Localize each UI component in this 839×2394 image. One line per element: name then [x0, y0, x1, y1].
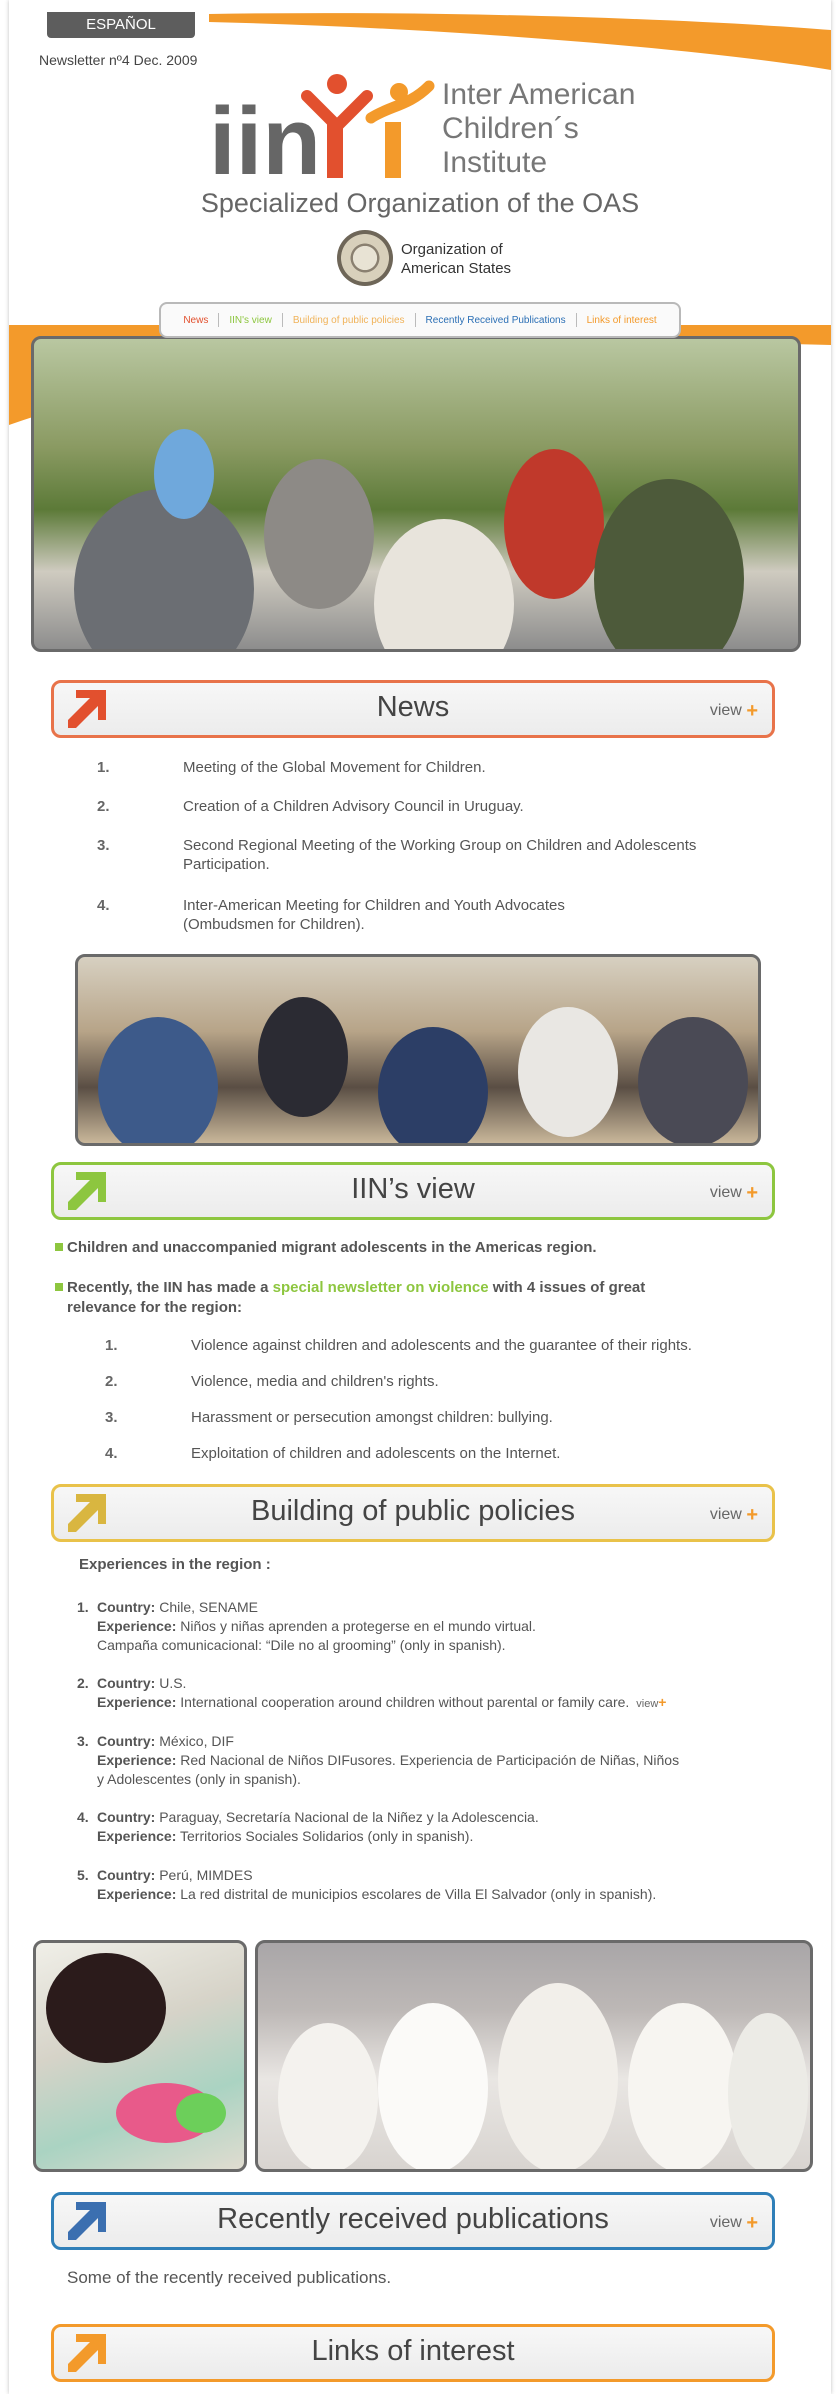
publications-title: Recently received publications	[217, 2203, 609, 2235]
links-section-header	[51, 2324, 775, 2382]
experience-link[interactable]: International cooperation around children without parental or family care.	[176, 1694, 630, 1710]
news-item-link[interactable]: Meeting of the Global Movement for Children.	[183, 759, 486, 776]
oas-name: Organization of American States	[401, 241, 512, 277]
tagline: Specialized Organization of the OAS	[200, 188, 640, 218]
inline-view-link[interactable]: view+	[636, 1694, 667, 1710]
publications-text: Some of the recently received publications.	[67, 2268, 392, 2287]
experience-link[interactable]: La red distrital de municipios escolares de Villa El Salvador (only in spanish).	[176, 1886, 657, 1902]
logo-letters: iin	[209, 88, 321, 186]
violence-issue-link[interactable]: Harassment or persecution amongst children: bullying.	[191, 1409, 553, 1426]
experience-link[interactable]: Niños y niñas aprenden a protegerse en el mundo virtual.	[176, 1618, 536, 1634]
bullet-square-icon	[55, 1283, 63, 1291]
institute-name: Inter American Children´s Institute	[442, 78, 636, 179]
publications-section-header	[51, 2192, 775, 2250]
experience-link[interactable]: Red Nacional de Niños DIFusores. Experiencia de Participación de Niñas, Niños	[176, 1752, 680, 1768]
nav-iins-view[interactable]: IIN's view	[229, 314, 272, 326]
publications-view-link[interactable]: view +	[709, 2212, 758, 2234]
news-item-link[interactable]: Creation of a Children Advisory Council in Uruguay.	[183, 798, 524, 815]
oas-seal-icon	[337, 230, 393, 286]
experiences-heading: Experiences in the region :	[79, 1556, 271, 1573]
public-policies-view-link[interactable]: view +	[709, 1504, 758, 1526]
newsletter-page: ESPAÑOL Newsletter nº4 Dec. 2009 iin Inter American Children´s Institute Specialized Organization of the OAS Organization of American States News IIN's view Building of public policies Recently Received Publications Links of interest News view + 1. Meeting of the Global Movement for Children. 2. Creation of a Children Advisory Council in Uruguay. 3. Second Regional Meeting of the Working Group on Children and Adolescents Participation. 4. Inter-American Meeting for Children and Youth Advocates (Ombudsmen for Children). IIN’s view view + Children and unaccompanied migrant adolescents in the Americas region. Recently, the IIN has made a special newsletter on violence with 4 issues of great relevance for the region: 1. Violence against children and adolescents and the guarantee of their rights. 2. Violence, media and children's rights. 3. Harassment or persecution amongst children: bullying. 4. Exploitation of children and adolescents on the Internet. Building of public policies view + Experiences in the region : 1. Country: Chile, SENAME Experience: Niños y niñas aprenden a protegerse en el mundo virtual. Campaña comunicacional: “Dile no al grooming” (only in spanish). 2. Country: U.S. Experience: International cooperation around children without parental or family care. view+ 3. Country: México, DIF Experience: Red Nacional de Niños DIFusores. Experiencia de Participación de Niñas, Niños y Adolescentes (only in spanish). 4. Country: Paraguay, Secretaría Nacional de la Niñez y la Adolescencia. Experience: Territorios Sociales Solidarios (only in spanish). 5. Country: Perú, MIMDES Experience: La red distrital de municipios escolares de Villa El Salvador (only in spanish). Recently received publications view + Some of the recently received publications. Links of interest	[9, 0, 831, 2394]
news-title: News	[376, 691, 450, 723]
children-group-photo	[255, 1940, 813, 2172]
news-view-link[interactable]: view +	[709, 700, 758, 722]
iins-view-section-header	[51, 1162, 775, 1220]
nav-public-policies[interactable]: Building of public policies	[292, 314, 405, 326]
public-policies-section-header	[51, 1484, 775, 1542]
nav-publications[interactable]: Recently Received Publications	[425, 314, 566, 326]
links-title: Links of interest	[311, 2335, 515, 2367]
iins-view-view-link[interactable]: view +	[709, 1182, 758, 1204]
language-tab[interactable]: ESPAÑOL	[47, 12, 195, 38]
section-nav	[159, 302, 681, 338]
nav-links-of-interest[interactable]: Links of interest	[586, 314, 657, 326]
iins-view-bullet-1[interactable]: Children and unaccompanied migrant adolescents in the Americas region.	[67, 1238, 597, 1258]
hero-photo-children-circle	[31, 336, 801, 652]
news-section-header	[51, 680, 775, 738]
violence-issue-link[interactable]: Exploitation of children and adolescents on the Internet.	[191, 1445, 561, 1462]
news-item-link[interactable]: Second Regional Meeting of the Working Group on Children and Adolescents Participation.	[183, 837, 697, 873]
bullet-square-icon	[55, 1243, 63, 1251]
classroom-photo	[75, 954, 761, 1146]
violence-issue-link[interactable]: Violence against children and adolescents and the guarantee of their rights.	[191, 1337, 692, 1354]
nav-news[interactable]: News	[183, 314, 209, 326]
iins-view-title: IIN’s view	[351, 1173, 475, 1205]
public-policies-title: Building of public policies	[250, 1495, 576, 1527]
iins-view-bullet-2: Recently, the IIN has made a special newsletter on violence with 4 issues of great relevance for the region:	[67, 1278, 747, 1318]
issue-label: Newsletter nº4 Dec. 2009	[39, 52, 198, 68]
girl-drawing-photo	[33, 1940, 247, 2172]
experience-link[interactable]: Territorios Sociales Solidarios (only in spanish).	[176, 1828, 474, 1844]
news-item-link[interactable]: Inter-American Meeting for Children and Youth Advocates (Ombudsmen for Children).	[183, 897, 565, 933]
violence-issue-link[interactable]: Violence, media and children's rights.	[191, 1373, 439, 1390]
special-newsletter-link[interactable]: special newsletter on violence	[272, 1279, 489, 1296]
